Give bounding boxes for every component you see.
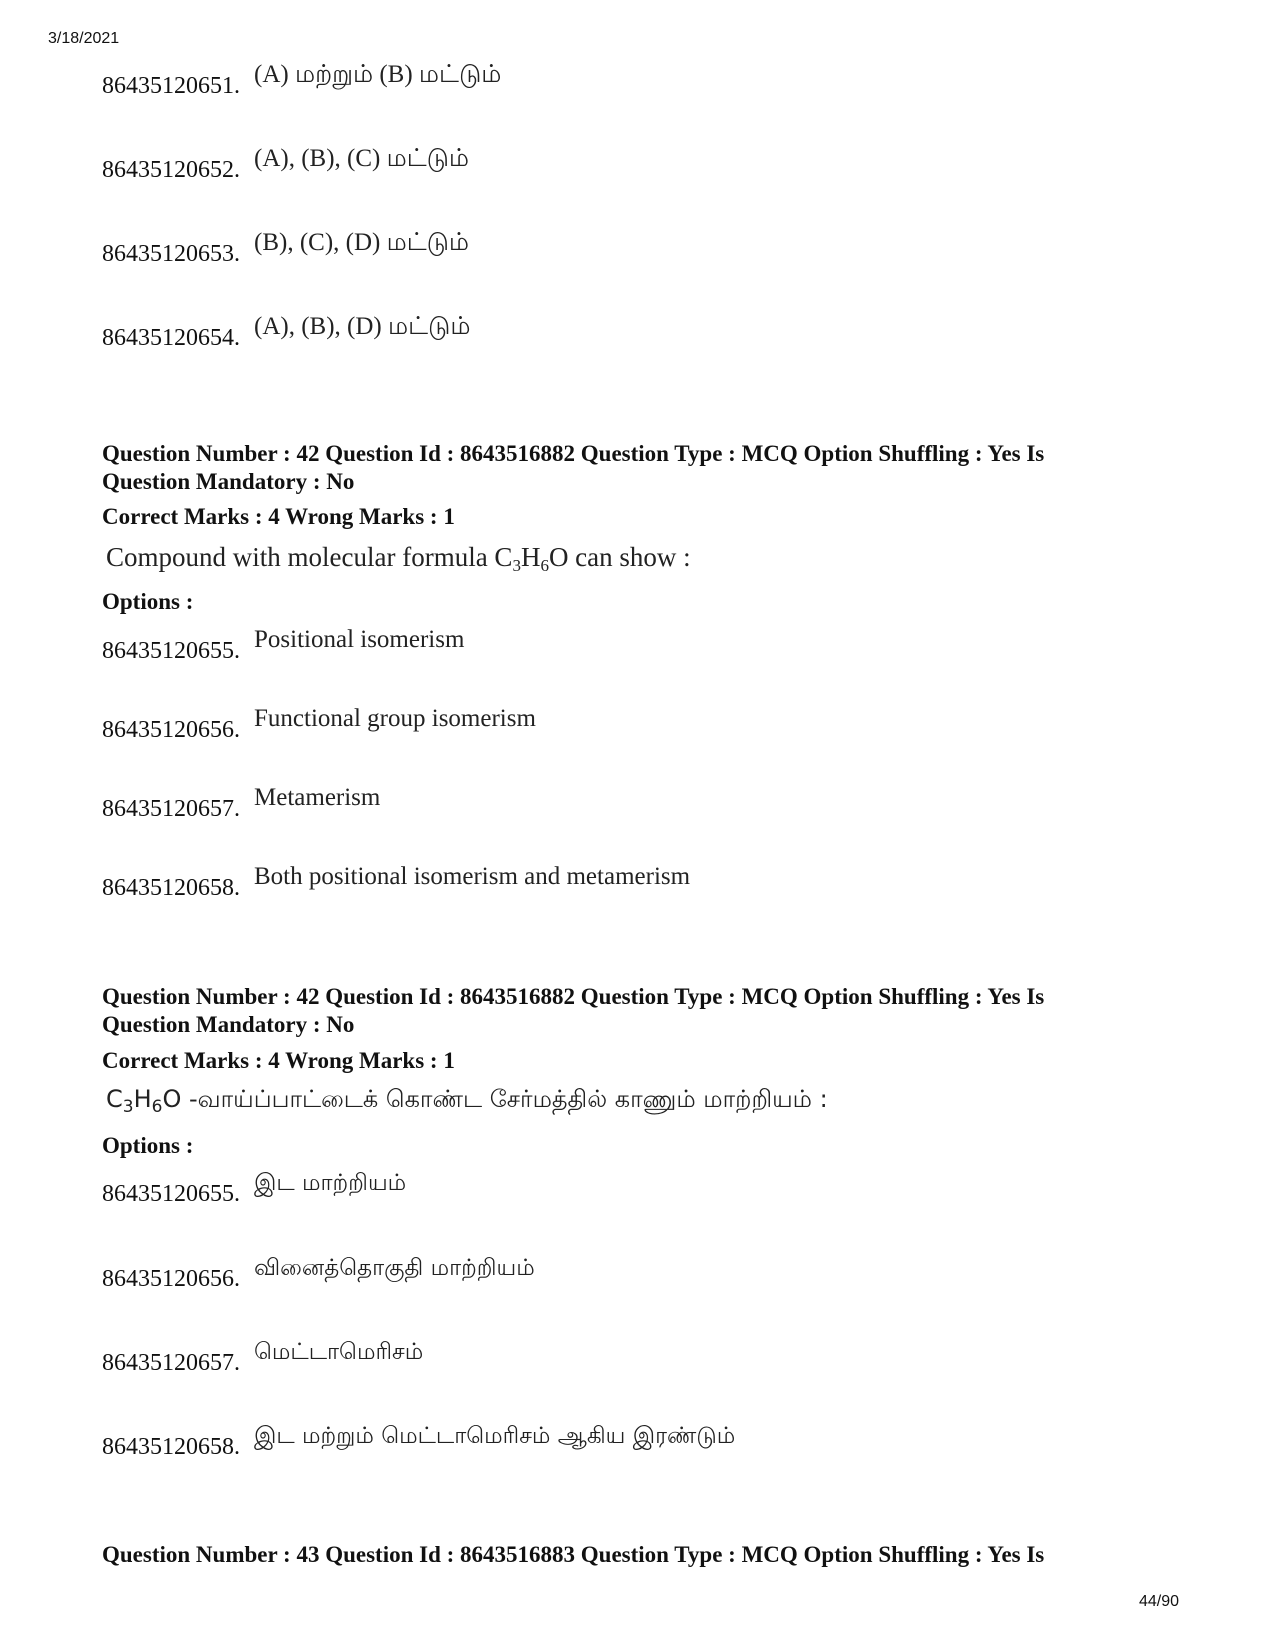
option-text: வினைத்தொகுதி மாற்றியம் xyxy=(254,1255,535,1281)
option-id: 86435120654. xyxy=(102,325,240,351)
option-row xyxy=(102,863,691,902)
stem-text: Compound with molecular formula C xyxy=(106,542,513,572)
question-marks: Correct Marks : 4 Wrong Marks : 1 xyxy=(102,504,455,529)
stem-text: O can show : xyxy=(548,542,691,572)
question-header-line: Question Number : 43 Question Id : 8643516883 Question Type : MCQ Option Shuffling : Yes Is xyxy=(102,1542,1045,1567)
option-text: Positional isomerism xyxy=(254,626,465,653)
option-id: 86435120655. xyxy=(102,1181,240,1207)
option-row xyxy=(102,229,470,271)
question-header-line: Question Number : 42 Question Id : 8643516882 Question Type : MCQ Option Shuffling : Yes Is xyxy=(102,441,1045,466)
option-id: 86435120657. xyxy=(102,796,240,822)
page-number: 44/90 xyxy=(1138,1593,1179,1610)
stem-text: O -வாய்ப்பாட்டைக் கொண்ட சேர்மத்தில் காணும் மாற்றியம் : xyxy=(162,1085,828,1113)
option-id: 86435120656. xyxy=(102,717,240,743)
option-text: இட மாற்றியம் xyxy=(254,1170,407,1196)
question-header-line: Question Mandatory : No xyxy=(102,469,355,494)
option-row xyxy=(102,1423,736,1463)
option-row xyxy=(102,626,465,665)
option-id: 86435120657. xyxy=(102,1350,240,1376)
option-text: (A), (B), (C) மட்டும் xyxy=(254,145,470,172)
option-text: (A) மற்றும் (B) மட்டும் xyxy=(254,61,502,88)
question-marks: Correct Marks : 4 Wrong Marks : 1 xyxy=(102,1048,455,1073)
option-row xyxy=(102,1170,407,1210)
question-header-line: Question Number : 42 Question Id : 8643516882 Question Type : MCQ Option Shuffling : Yes Is xyxy=(102,984,1045,1009)
stem-subscript: 6 xyxy=(151,1097,163,1117)
option-id: 86435120651. xyxy=(102,73,240,99)
option-text: Metamerism xyxy=(254,784,381,811)
stem-subscript: 3 xyxy=(512,556,521,575)
option-id: 86435120652. xyxy=(102,157,240,183)
option-text: Both positional isomerism and metamerism xyxy=(254,863,691,890)
option-row xyxy=(102,1339,424,1379)
option-row xyxy=(102,1255,535,1295)
question-header xyxy=(102,1541,1044,1569)
option-text: மெட்டாமெரிசம் xyxy=(254,1339,424,1365)
option-text: இட மற்றும் மெட்டாமெரிசம் ஆகிய இரண்டும் xyxy=(254,1423,736,1449)
question-header xyxy=(102,983,1044,1039)
stem-subscript: 3 xyxy=(122,1097,134,1117)
option-id: 86435120658. xyxy=(102,1434,240,1460)
question-header xyxy=(102,440,1044,496)
question-stem xyxy=(106,1085,828,1117)
options-label: Options : xyxy=(102,589,194,614)
option-row xyxy=(102,61,502,103)
option-id: 86435120655. xyxy=(102,638,240,664)
option-text: Functional group isomerism xyxy=(254,705,536,732)
question-stem xyxy=(106,542,691,576)
option-row xyxy=(102,705,536,744)
option-text: (A), (B), (D) மட்டும் xyxy=(254,313,471,340)
page-date: 3/18/2021 xyxy=(48,30,120,47)
question-header-line: Question Mandatory : No xyxy=(102,1012,355,1037)
options-label: Options : xyxy=(102,1133,194,1158)
option-row xyxy=(102,313,471,355)
stem-subscript: 6 xyxy=(540,556,549,575)
stem-text: C xyxy=(106,1085,123,1113)
option-id: 86435120656. xyxy=(102,1266,240,1292)
option-row xyxy=(102,145,470,187)
option-id: 86435120658. xyxy=(102,875,240,901)
option-row xyxy=(102,784,381,823)
stem-text: H xyxy=(520,542,541,572)
option-text: (B), (C), (D) மட்டும் xyxy=(254,229,470,256)
option-id: 86435120653. xyxy=(102,241,240,267)
stem-text: H xyxy=(133,1085,152,1113)
